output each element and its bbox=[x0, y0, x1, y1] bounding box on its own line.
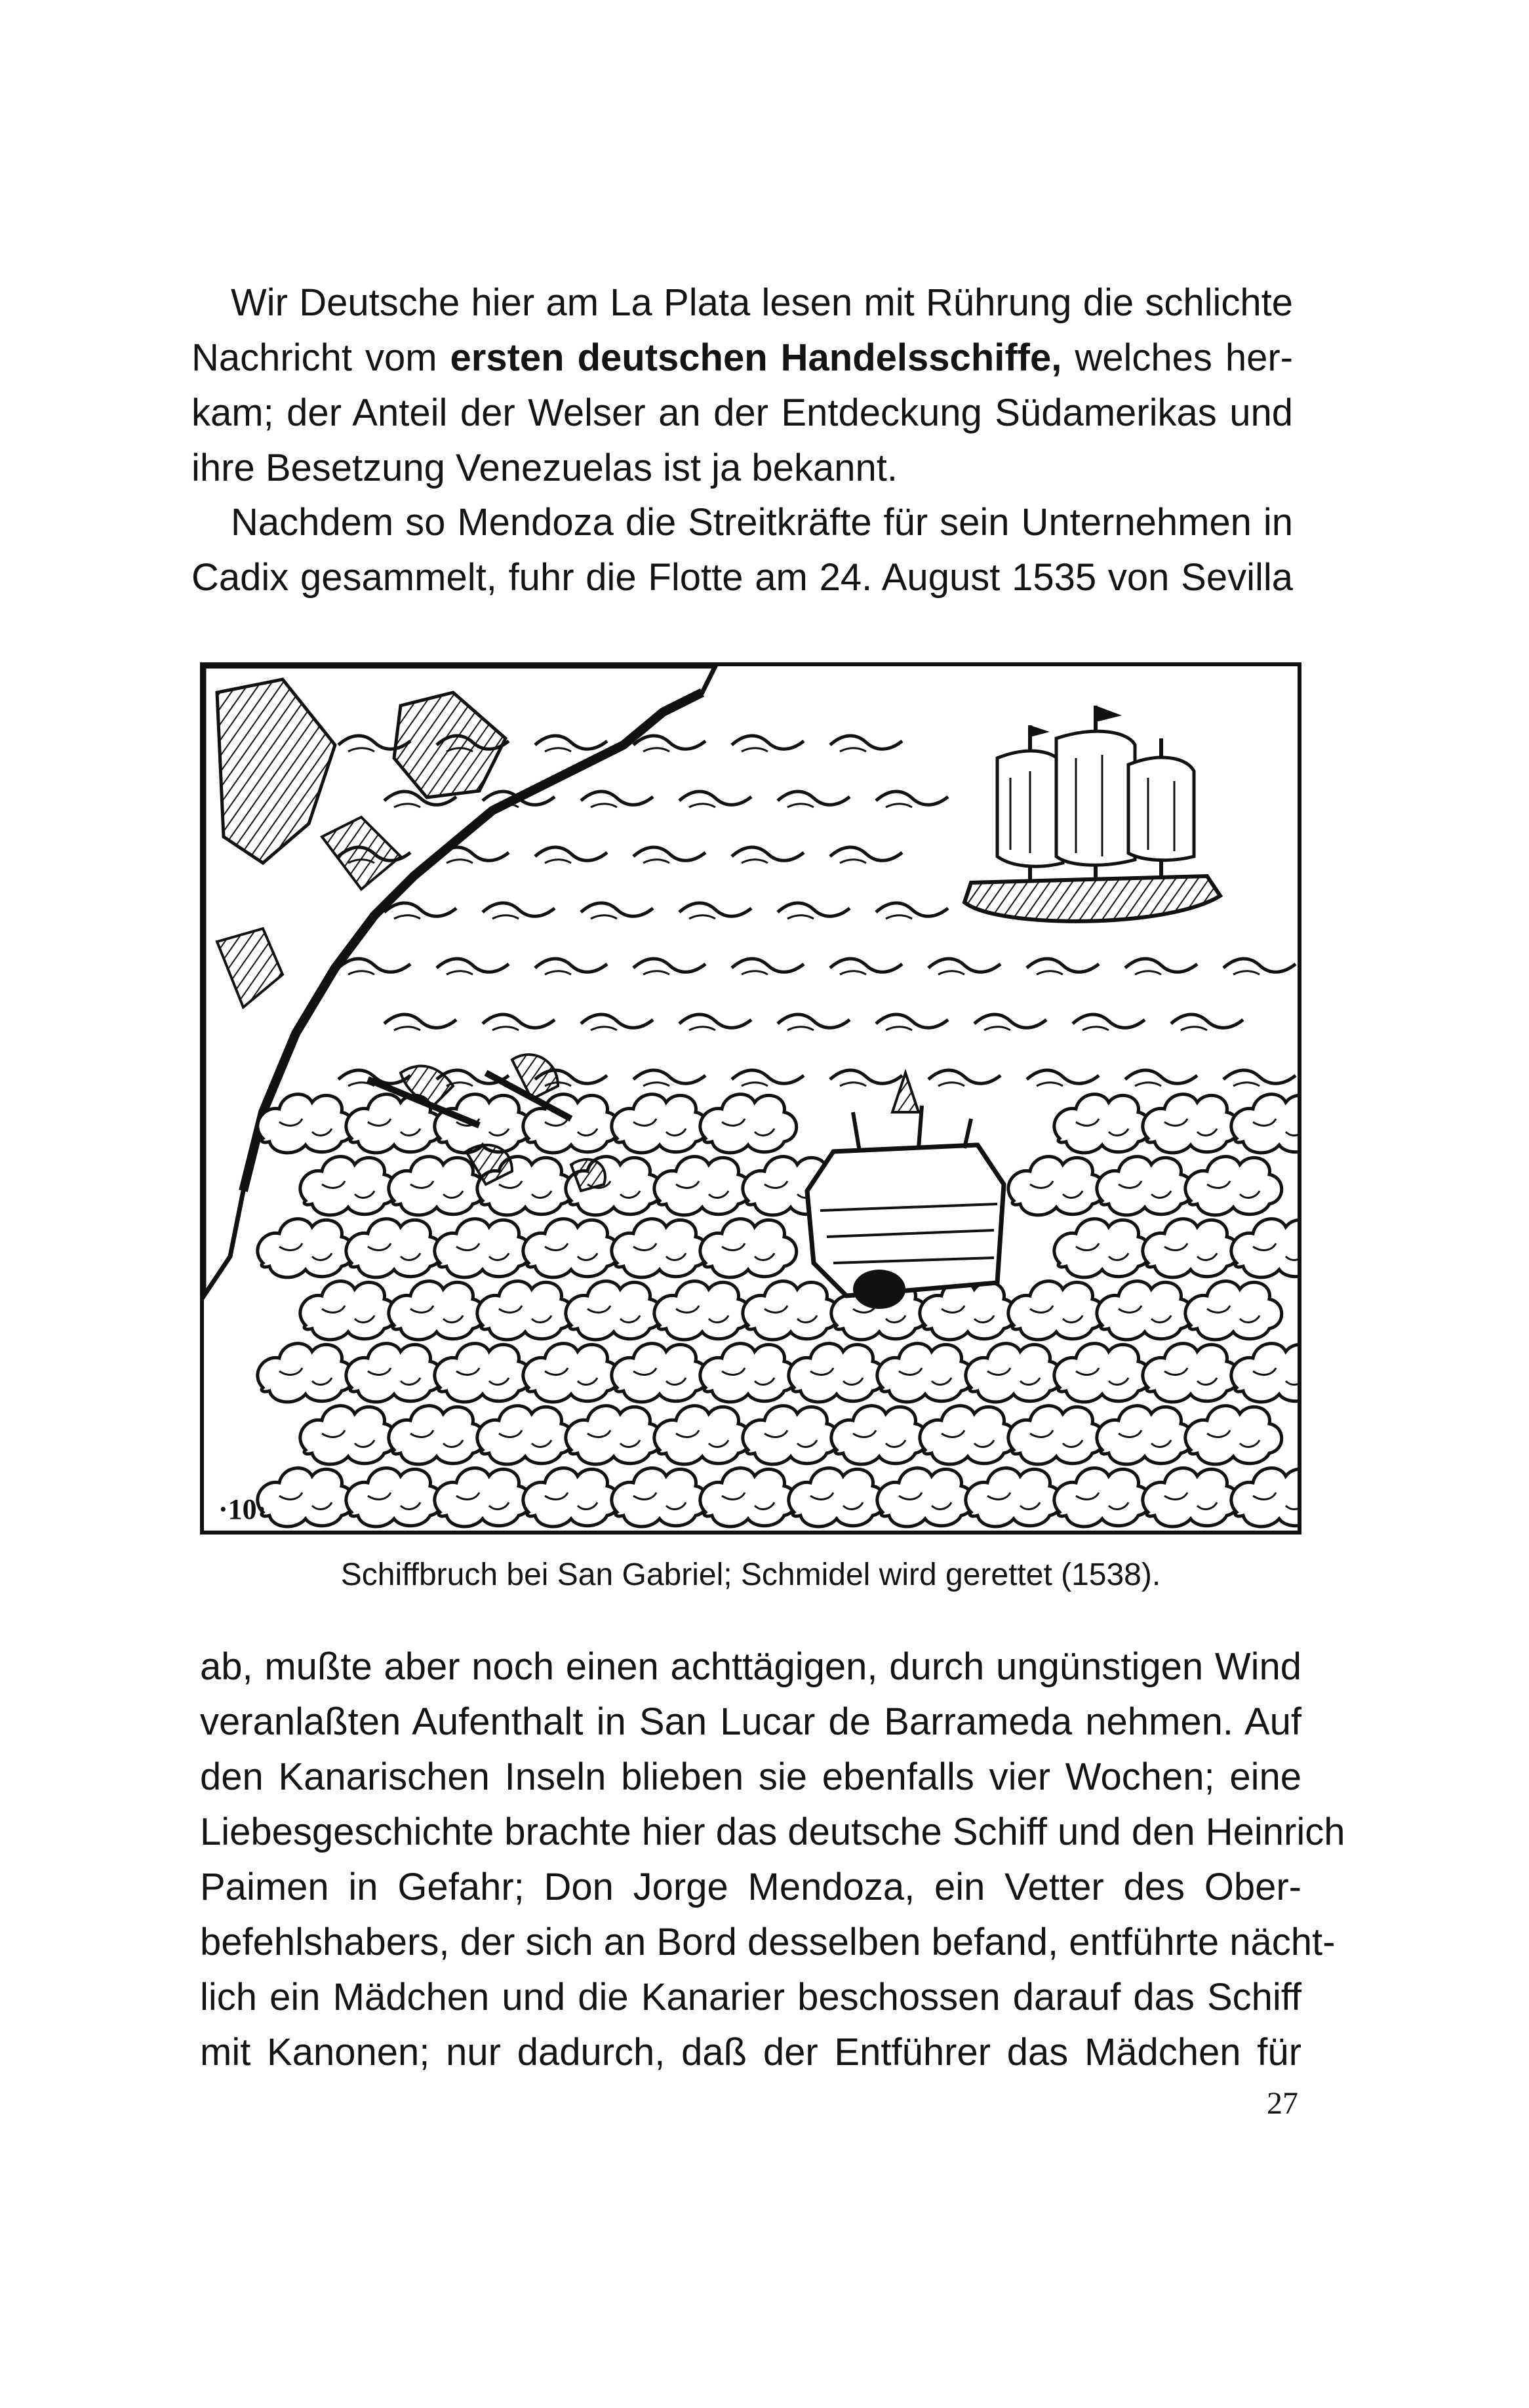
plate-number: ·10· bbox=[218, 1493, 267, 1525]
text-segment: Nachricht vom bbox=[191, 336, 450, 379]
text-line: Wir Deutsche hier am La Plata lesen mit Rührung die schlichte bbox=[231, 281, 1293, 324]
emphasis-text: ersten deutschen Handelsschiffe, bbox=[450, 336, 1062, 379]
text-line: befehlshabers, der sich an Bord desselben befand, entführte nächt- bbox=[200, 1921, 1336, 1963]
page-number: 27 bbox=[1267, 2086, 1298, 2121]
text-line bbox=[191, 331, 1293, 386]
text-line: den Kanarischen Inseln blieben sie ebenfalls vier Wochen; eine bbox=[200, 1756, 1301, 1798]
text-line: ihre Besetzung Venezuelas ist ja bekannt. bbox=[191, 447, 898, 489]
text-line: kam; der Anteil der Welser an der Entdeckung Südamerikas und bbox=[191, 391, 1293, 434]
text-line: Nachdem so Mendoza die Streitkräfte für sein Unternehmen in bbox=[231, 501, 1293, 544]
text-line: Cadix gesammelt, fuhr die Flotte am 24. August 1535 von Sevilla bbox=[191, 556, 1293, 599]
shipwreck-illustration bbox=[200, 662, 1301, 1535]
text-segment: welches her- bbox=[1062, 336, 1293, 379]
text-line: mit Kanonen; nur dadurch, daß der Entführer das Mädchen für bbox=[200, 2031, 1301, 2074]
text-line: veranlaßten Aufenthalt in San Lucar de Barrameda nehmen. Auf bbox=[200, 1700, 1301, 1743]
woodcut-drawing bbox=[204, 666, 1298, 1531]
text-line: ab, mußte aber noch einen achttägigen, durch ungünstigen Wind bbox=[200, 1645, 1301, 1688]
figure-caption: Schiffbruch bei San Gabriel; Schmidel wird gerettet (1538). bbox=[340, 1557, 1161, 1592]
text-line: Paimen in Gefahr; Don Jorge Mendoza, ein Vetter des Ober- bbox=[200, 1866, 1301, 1908]
text-line: lich ein Mädchen und die Kanarier beschossen darauf das Schiff bbox=[200, 1976, 1301, 2018]
text-line: Liebesgeschichte brachte hier das deutsche Schiff und den Heinrich bbox=[200, 1811, 1345, 1853]
plate-number-label bbox=[218, 1493, 266, 1525]
